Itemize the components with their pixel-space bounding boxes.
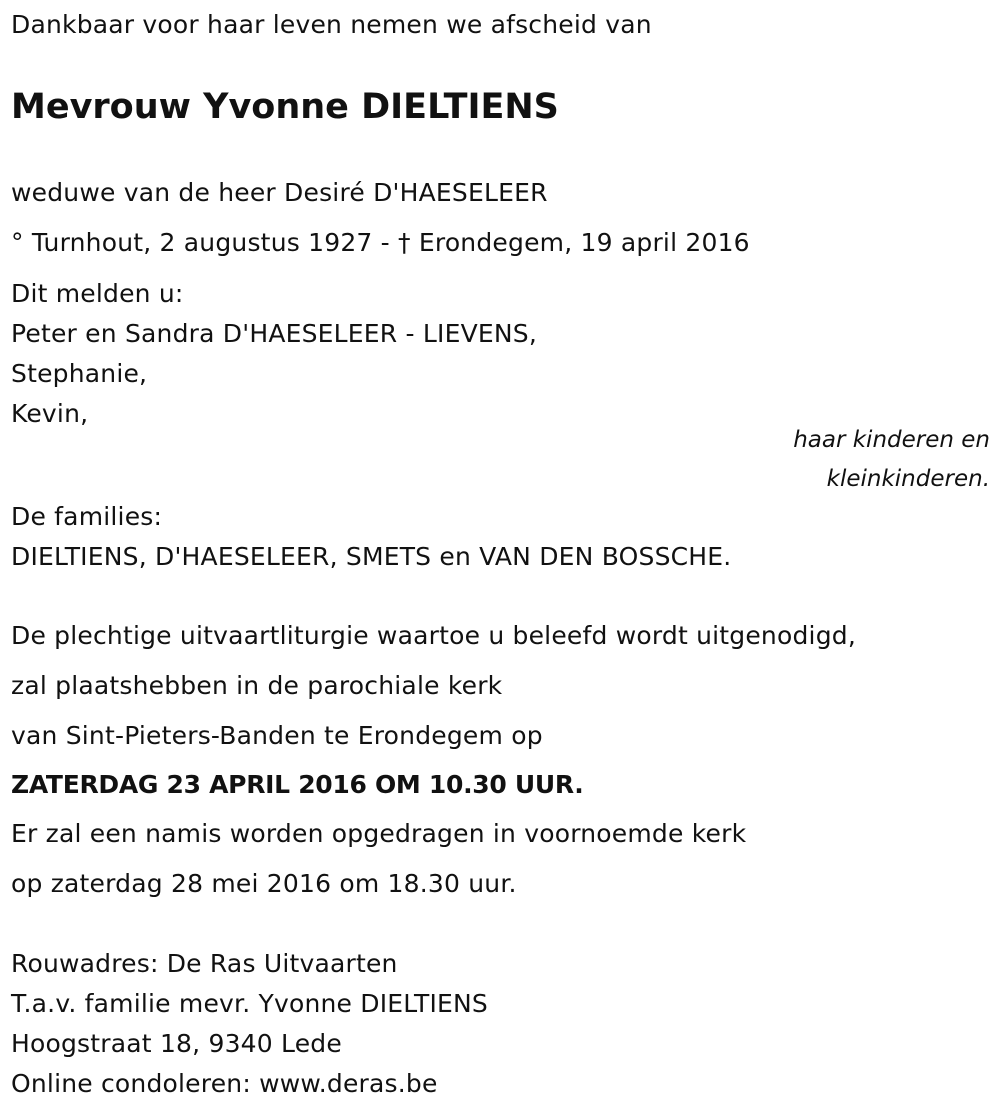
birth-death-text: ° Turnhout, 2 augustus 1927 - † Erondegem, 19 april 2016 [11,228,750,257]
address-line: T.a.v. familie mevr. Yvonne DIELTIENS [11,989,489,1018]
funeral-line: van Sint-Pieters-Banden te Erondegem op [11,721,543,750]
announcer-line: Peter en Sandra D'HAESELEER - LIEVENS, [11,319,537,348]
funeral-line: zal plaatshebben in de parochiale kerk [11,671,503,700]
address-line: Rouwadres: De Ras Uitvaarten [11,949,398,978]
families-heading: De families: [11,502,163,531]
funeral-line: De plechtige uitvaartliturgie waartoe u beleefd wordt uitgenodigd, [11,621,856,650]
announcers-heading: Dit melden u: [11,279,184,308]
families-text: DIELTIENS, D'HAESELEER, SMETS en VAN DEN BOSSCHE. [11,542,732,571]
relation-line: kleinkinderen. [826,466,990,492]
relation-note [793,421,990,499]
deceased-name: Mevrouw Yvonne DIELTIENS [11,87,559,127]
mass-line: Er zal een namis worden opgedragen in voornoemde kerk [11,819,747,848]
online-condolence-line: Online condoleren: www.deras.be [11,1069,438,1098]
address-line: Hoogstraat 18, 9340 Lede [11,1029,342,1058]
spouse-text: weduwe van de heer Desiré D'HAESELEER [11,178,548,207]
relation-line: haar kinderen en [793,427,990,453]
mass-line: op zaterdag 28 mei 2016 om 18.30 uur. [11,869,517,898]
announcer-line: Stephanie, [11,359,148,388]
intro-text: Dankbaar voor haar leven nemen we afscheid van [11,10,652,39]
announcer-line: Kevin, [11,399,89,428]
funeral-date: ZATERDAG 23 APRIL 2016 OM 10.30 UUR. [11,770,584,799]
